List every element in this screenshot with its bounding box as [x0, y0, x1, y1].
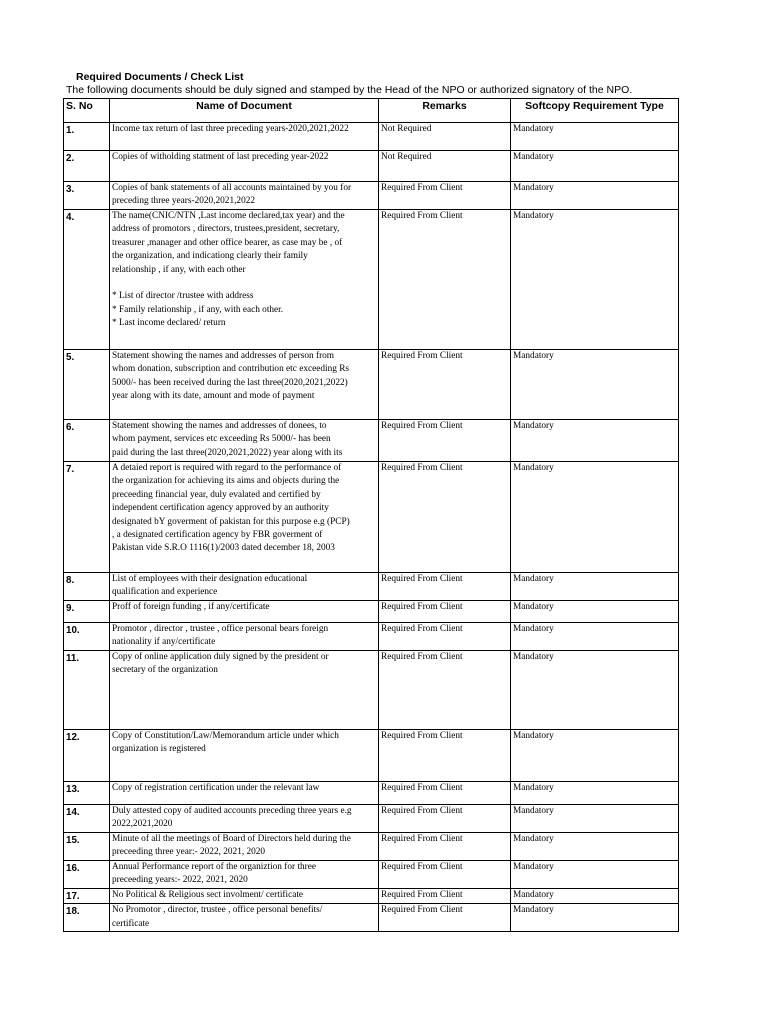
row-softcopy: Mandatory [511, 651, 679, 730]
row-document-name: No Promotor , director, trustee , office personal benefits/ certificate [110, 904, 379, 932]
row-softcopy: Mandatory [511, 889, 679, 904]
table-row [64, 210, 679, 350]
row-remarks: Not Required [379, 151, 511, 182]
row-sno: 15. [64, 833, 110, 861]
table-row [64, 623, 679, 651]
table-row [64, 805, 679, 833]
row-sno: 7. [64, 462, 110, 573]
row-softcopy: Mandatory [511, 123, 679, 151]
row-softcopy: Mandatory [511, 833, 679, 861]
row-document-name: Annual Performance report of the organiztion for three preceeding years:- 2022, 2021, 2020 [110, 861, 379, 889]
row-sno: 14. [64, 805, 110, 833]
row-softcopy: Mandatory [511, 782, 679, 805]
row-sno: 16. [64, 861, 110, 889]
table-row [64, 462, 679, 573]
page-title: Required Documents / Check List [76, 71, 244, 83]
row-softcopy: Mandatory [511, 420, 679, 462]
row-document-name: Copy of Constitution/Law/Memorandum article under which organization is registered [110, 730, 379, 782]
row-remarks: Required From Client [379, 601, 511, 623]
table-row [64, 861, 679, 889]
row-remarks: Required From Client [379, 623, 511, 651]
row-remarks: Required From Client [379, 889, 511, 904]
row-sno: 8. [64, 573, 110, 601]
header-name: Name of Document [110, 99, 379, 123]
table-row [64, 833, 679, 861]
table-row [64, 573, 679, 601]
table-row [64, 123, 679, 151]
table-row [64, 151, 679, 182]
row-document-name: Proff of foreign funding , if any/certificate [110, 601, 379, 623]
row-remarks: Required From Client [379, 182, 511, 210]
row-softcopy: Mandatory [511, 182, 679, 210]
row-remarks: Required From Client [379, 573, 511, 601]
row-sno: 18. [64, 904, 110, 932]
row-sno: 6. [64, 420, 110, 462]
row-document-name: Statement showing the names and addresses of donees, to whom payment, services etc exceeding Rs 5000/- has been paid during the last three(2020,2021,2022) year along with its [110, 420, 379, 462]
table-row [64, 889, 679, 904]
row-sno: 12. [64, 730, 110, 782]
table-row [64, 350, 679, 420]
row-remarks: Required From Client [379, 833, 511, 861]
row-softcopy: Mandatory [511, 623, 679, 651]
row-remarks: Not Required [379, 123, 511, 151]
row-document-name: List of employees with their designation educational qualification and experience [110, 573, 379, 601]
row-document-name: The name(CNIC/NTN ,Last income declared,tax year) and the address of promotors , directors, trustees,president, secretary, treasurer ,manager and other office bearer, as case may be , of the organization, and indicationg clearly their family relationship , if any, with each other * List of director /trustee with address * Family relationship , if any, with each other. * Last income declared/ return [110, 210, 379, 350]
row-document-name: No Political & Religious sect involment/ certificate [110, 889, 379, 904]
row-document-name: Copies of witholding statment of last preceding year-2022 [110, 151, 379, 182]
page-subtitle: The following documents should be duly signed and stamped by the Head of the NPO or authorized signatory of the NPO. [66, 84, 633, 96]
row-sno: 3. [64, 182, 110, 210]
row-sno: 10. [64, 623, 110, 651]
row-document-name: Duly attested copy of audited accounts preceding three years e.g 2022,2021,2020 [110, 805, 379, 833]
row-document-name: Copy of registration certification under the relevant law [110, 782, 379, 805]
row-sno: 2. [64, 151, 110, 182]
row-remarks: Required From Client [379, 904, 511, 932]
row-remarks: Required From Client [379, 730, 511, 782]
table-row [64, 420, 679, 462]
row-remarks: Required From Client [379, 651, 511, 730]
table-row [64, 782, 679, 805]
header-sno: S. No [64, 99, 110, 123]
row-remarks: Required From Client [379, 782, 511, 805]
row-sno: 5. [64, 350, 110, 420]
row-document-name: Copies of bank statements of all accounts maintained by you for preceding three years-2020,2021,2022 [110, 182, 379, 210]
header-row [64, 99, 679, 123]
row-sno: 4. [64, 210, 110, 350]
row-softcopy: Mandatory [511, 151, 679, 182]
row-softcopy: Mandatory [511, 601, 679, 623]
header-remarks: Remarks [379, 99, 511, 123]
row-softcopy: Mandatory [511, 805, 679, 833]
table-row [64, 182, 679, 210]
row-softcopy: Mandatory [511, 904, 679, 932]
row-remarks: Required From Client [379, 420, 511, 462]
row-remarks: Required From Client [379, 805, 511, 833]
row-remarks: Required From Client [379, 462, 511, 573]
row-softcopy: Mandatory [511, 350, 679, 420]
row-document-name: Statement showing the names and addresses of person from whom donation, subscription and contribution etc exceeding Rs 5000/- has been received during the last three(2020,2021,2022) year along with its date, amount and mode of payment [110, 350, 379, 420]
row-sno: 11. [64, 651, 110, 730]
row-sno: 17. [64, 889, 110, 904]
row-softcopy: Mandatory [511, 462, 679, 573]
row-sno: 9. [64, 601, 110, 623]
row-remarks: Required From Client [379, 350, 511, 420]
row-document-name: Promotor , director , trustee , office personal bears foreign nationality if any/certificate [110, 623, 379, 651]
table-row [64, 601, 679, 623]
row-remarks: Required From Client [379, 861, 511, 889]
row-document-name: Income tax return of last three preceding years-2020,2021,2022 [110, 123, 379, 151]
row-sno: 1. [64, 123, 110, 151]
table-row [64, 730, 679, 782]
row-document-name: Copy of online application duly signed by the president or secretary of the organization [110, 651, 379, 730]
row-document-name: Minute of all the meetings of Board of Directors held during the preceeding three year:- 2022, 2021, 2020 [110, 833, 379, 861]
row-remarks: Required From Client [379, 210, 511, 350]
table-row [64, 904, 679, 932]
header-softcopy: Softcopy Requirement Type [511, 99, 679, 123]
row-softcopy: Mandatory [511, 730, 679, 782]
row-document-name: A detaied report is required with regard to the performance of the organization for achieving its aims and objects during the preceeding financial year, duly evalated and certified by independent certification agency approved by an authority designated bY goverment of pakistan for this purpose e.g (PCP) , a designated certification agency by FBR goverment of Pakistan vide S.R.O 1116(1)/2003 dated december 18, 2003 [110, 462, 379, 573]
row-softcopy: Mandatory [511, 573, 679, 601]
row-softcopy: Mandatory [511, 210, 679, 350]
checklist-table [63, 98, 679, 932]
table-row [64, 651, 679, 730]
row-sno: 13. [64, 782, 110, 805]
row-softcopy: Mandatory [511, 861, 679, 889]
